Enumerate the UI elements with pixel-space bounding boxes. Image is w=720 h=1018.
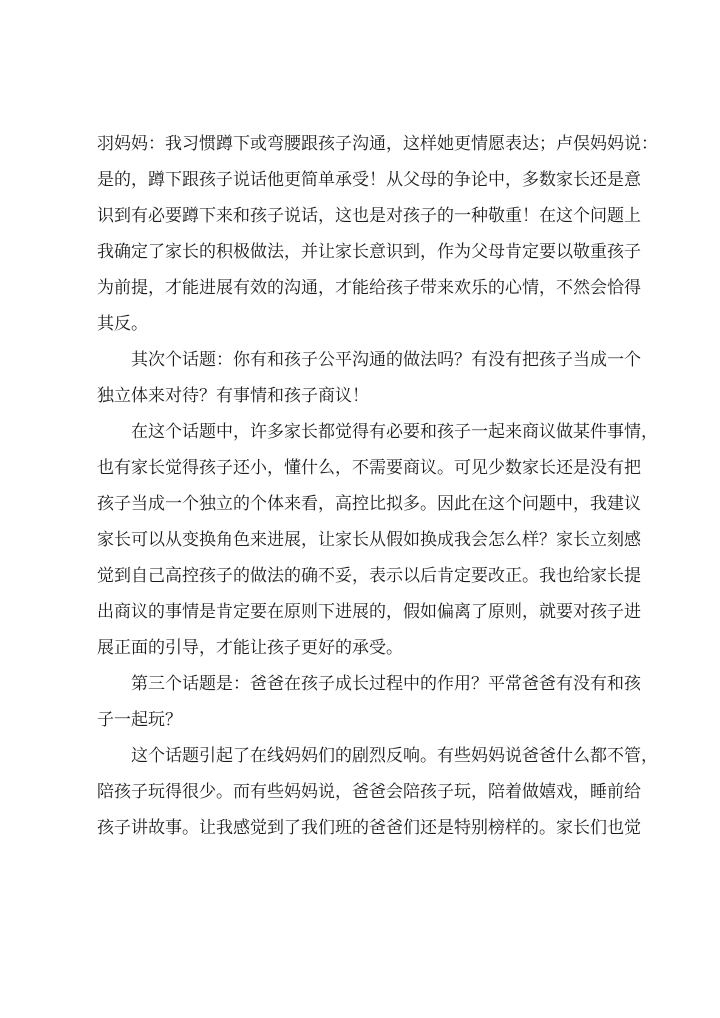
text-line: 在这个话题中，许多家长都觉得有必要和孩子一起来商议做某件事情， bbox=[131, 422, 658, 442]
paragraph bbox=[97, 742, 658, 850]
text-line: 我确定了家长的积极做法，并让家长意识到，作为父母肯定要以敬重孩子 bbox=[97, 242, 641, 262]
text-line: 羽妈妈：我习惯蹲下或弯腰跟孩子沟通，这样她更情愿表达；卢俣妈妈说： bbox=[97, 134, 658, 154]
text-line: 也有家长觉得孩子还小，懂什么，不需要商议。可见少数家长还是没有把 bbox=[97, 458, 641, 478]
text-line: 陪孩子玩得很少。而有些妈妈说，爸爸会陪孩子玩，陪着做嬉戏，睡前给 bbox=[97, 782, 641, 802]
text-line: 展正面的引导，才能让孩子更好的承受。 bbox=[97, 638, 403, 658]
text-line: 第三个话题是：爸爸在孩子成长过程中的作用？平常爸爸有没有和孩 bbox=[131, 674, 641, 694]
paragraph bbox=[97, 418, 658, 670]
text-line: 其次个话题：你有和孩子公平沟通的做法吗？有没有把孩子当成一个 bbox=[131, 350, 641, 370]
text-line: 出商议的事情是肯定要在原则下进展的，假如偏离了原则，就要对孩子进 bbox=[97, 602, 641, 622]
paragraph bbox=[97, 346, 641, 418]
text-line: 孩子当成一个独立的个体来看，高控比拟多。因此在这个问题中，我建议 bbox=[97, 494, 641, 514]
document-body bbox=[97, 130, 658, 850]
text-line: 其反。 bbox=[97, 314, 148, 334]
text-line: 识到有必要蹲下来和孩子说话，这也是对孩子的一种敬重！在这个问题上 bbox=[97, 206, 641, 226]
text-line: 独立体来对待？有事情和孩子商议！ bbox=[97, 386, 369, 406]
text-line: 是的，蹲下跟孩子说话他更简单承受！从父母的争论中，多数家长还是意 bbox=[97, 170, 641, 190]
text-line: 孩子讲故事。让我感觉到了我们班的爸爸们还是特别榜样的。家长们也觉 bbox=[97, 818, 641, 838]
paragraph bbox=[97, 670, 641, 742]
text-line: 子一起玩？ bbox=[97, 710, 182, 730]
text-line: 为前提，才能进展有效的沟通，才能给孩子带来欢乐的心情，不然会恰得 bbox=[97, 278, 641, 298]
text-line: 家长可以从变换角色来进展，让家长从假如换成我会怎么样？家长立刻感 bbox=[97, 530, 641, 550]
text-line: 觉到自己高控孩子的做法的确不妥，表示以后肯定要改正。我也给家长提 bbox=[97, 566, 641, 586]
text-line: 这个话题引起了在线妈妈们的剧烈反响。有些妈妈说爸爸什么都不管， bbox=[131, 746, 658, 766]
paragraph bbox=[97, 130, 658, 346]
